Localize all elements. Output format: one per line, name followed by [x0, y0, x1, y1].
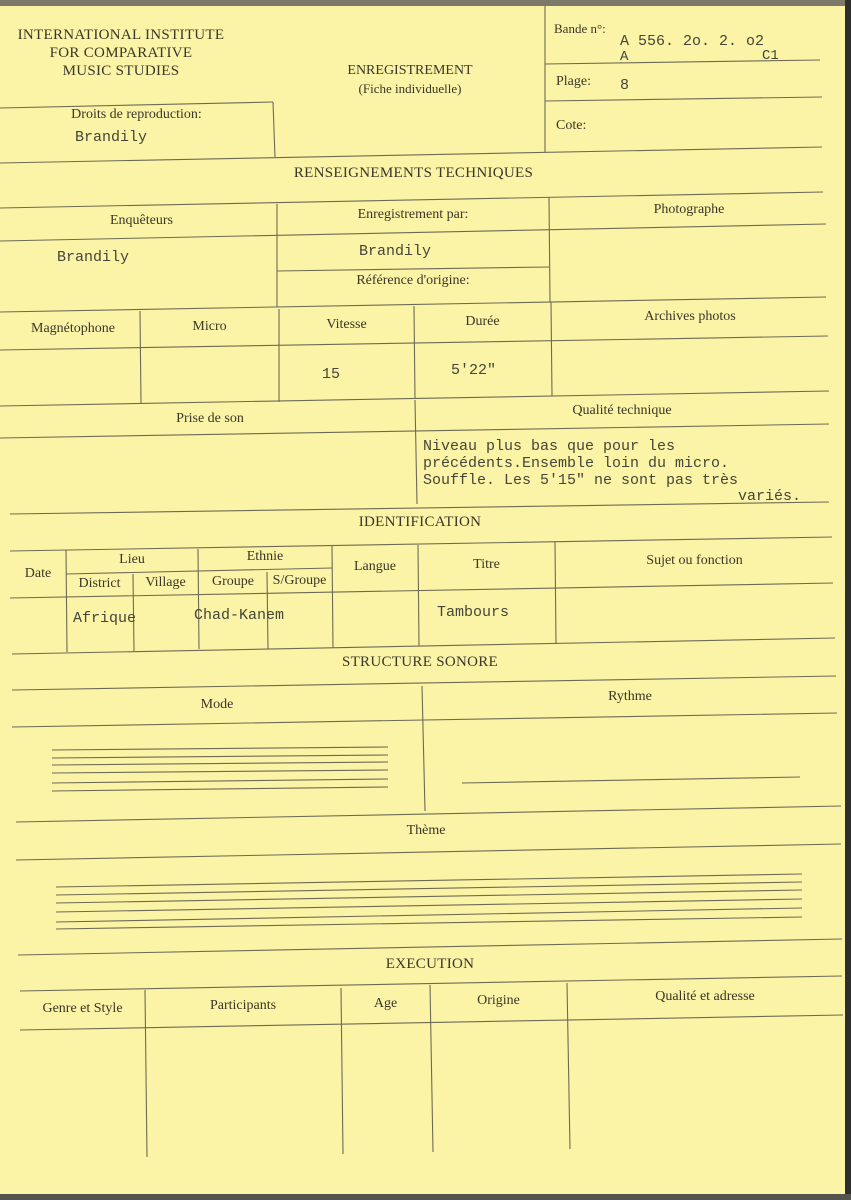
- execution-section-title: EXECUTION: [385, 956, 475, 972]
- langue-label: Langue: [354, 559, 396, 574]
- photographe-label: Photographe: [653, 202, 725, 217]
- reference-origine-label: Référence d'origine:: [356, 273, 470, 288]
- village-label: Village: [145, 575, 186, 590]
- institute-name-line3: MUSIC STUDIES: [62, 63, 180, 79]
- genre-style-label: Genre et Style: [42, 1001, 123, 1016]
- vitesse-label: Vitesse: [326, 317, 367, 332]
- enregistrement-par-label: Enregistrement par:: [357, 207, 469, 222]
- prise-de-son-label: Prise de son: [176, 411, 244, 426]
- plage-label: Plage:: [556, 74, 591, 89]
- age-label: Age: [373, 996, 398, 1011]
- district-label: District: [78, 576, 121, 591]
- qualite-technique-line1: Niveau plus bas que pour les: [423, 438, 676, 455]
- bande-value-suffix: C1: [762, 48, 779, 64]
- titre-value: Tambours: [437, 604, 510, 621]
- groupe-label: Groupe: [212, 574, 254, 589]
- enqueteurs-label: Enquêteurs: [110, 213, 173, 228]
- institute-name-line2: FOR COMPARATIVE: [49, 45, 193, 61]
- plage-value: 8: [620, 77, 630, 94]
- institute-name-line1: INTERNATIONAL INSTITUTE: [17, 27, 225, 43]
- structure-sonore-section-title: STRUCTURE SONORE: [341, 654, 499, 670]
- qualite-technique-line2: précédents.Ensemble loin du micro.: [423, 455, 730, 472]
- enqueteurs-value: Brandily: [57, 249, 130, 266]
- qualite-adresse-label: Qualité et adresse: [655, 989, 755, 1004]
- cote-label: Cote:: [556, 118, 587, 133]
- enregistrement-par-value: Brandily: [359, 243, 432, 260]
- archives-photos-label: Archives photos: [644, 309, 736, 324]
- bande-value-prefix: A: [620, 49, 629, 65]
- ethnie-label: Ethnie: [246, 549, 284, 564]
- vitesse-value: 15: [322, 366, 341, 383]
- identification-section-title: IDENTIFICATION: [358, 514, 482, 530]
- participants-label: Participants: [209, 998, 277, 1013]
- qualite-technique-label: Qualité technique: [572, 403, 672, 418]
- titre-label: Titre: [473, 557, 500, 572]
- droits-value: Brandily: [75, 129, 148, 146]
- form-title: ENREGISTREMENT: [347, 63, 473, 78]
- magnetophone-label: Magnétophone: [31, 321, 115, 336]
- origine-label: Origine: [477, 993, 520, 1008]
- theme-label: Thème: [406, 823, 446, 838]
- date-label: Date: [24, 566, 52, 581]
- district-value: Afrique: [73, 610, 137, 627]
- mode-label: Mode: [200, 697, 234, 712]
- bande-label: Bande n°:: [554, 21, 606, 36]
- droits-label: Droits de reproduction:: [71, 107, 202, 122]
- bande-value: A 556. 2o. 2. o2: [620, 33, 765, 50]
- sujet-fonction-label: Sujet ou fonction: [646, 553, 743, 568]
- lieu-label: Lieu: [119, 552, 145, 567]
- qualite-technique-line3: Souffle. Les 5'15" ne sont pas très: [423, 472, 739, 489]
- duree-label: Durée: [465, 314, 500, 329]
- micro-label: Micro: [192, 319, 227, 334]
- rythme-label: Rythme: [608, 689, 652, 704]
- qualite-technique-line4: variés.: [738, 488, 802, 505]
- duree-value: 5'22": [451, 362, 497, 379]
- sous-groupe-label: S/Groupe: [272, 573, 327, 588]
- technical-section-title: RENSEIGNEMENTS TECHNIQUES: [293, 165, 534, 181]
- groupe-value: Chad-Kanem: [194, 607, 285, 624]
- form-subtitle: (Fiche individuelle): [358, 81, 462, 96]
